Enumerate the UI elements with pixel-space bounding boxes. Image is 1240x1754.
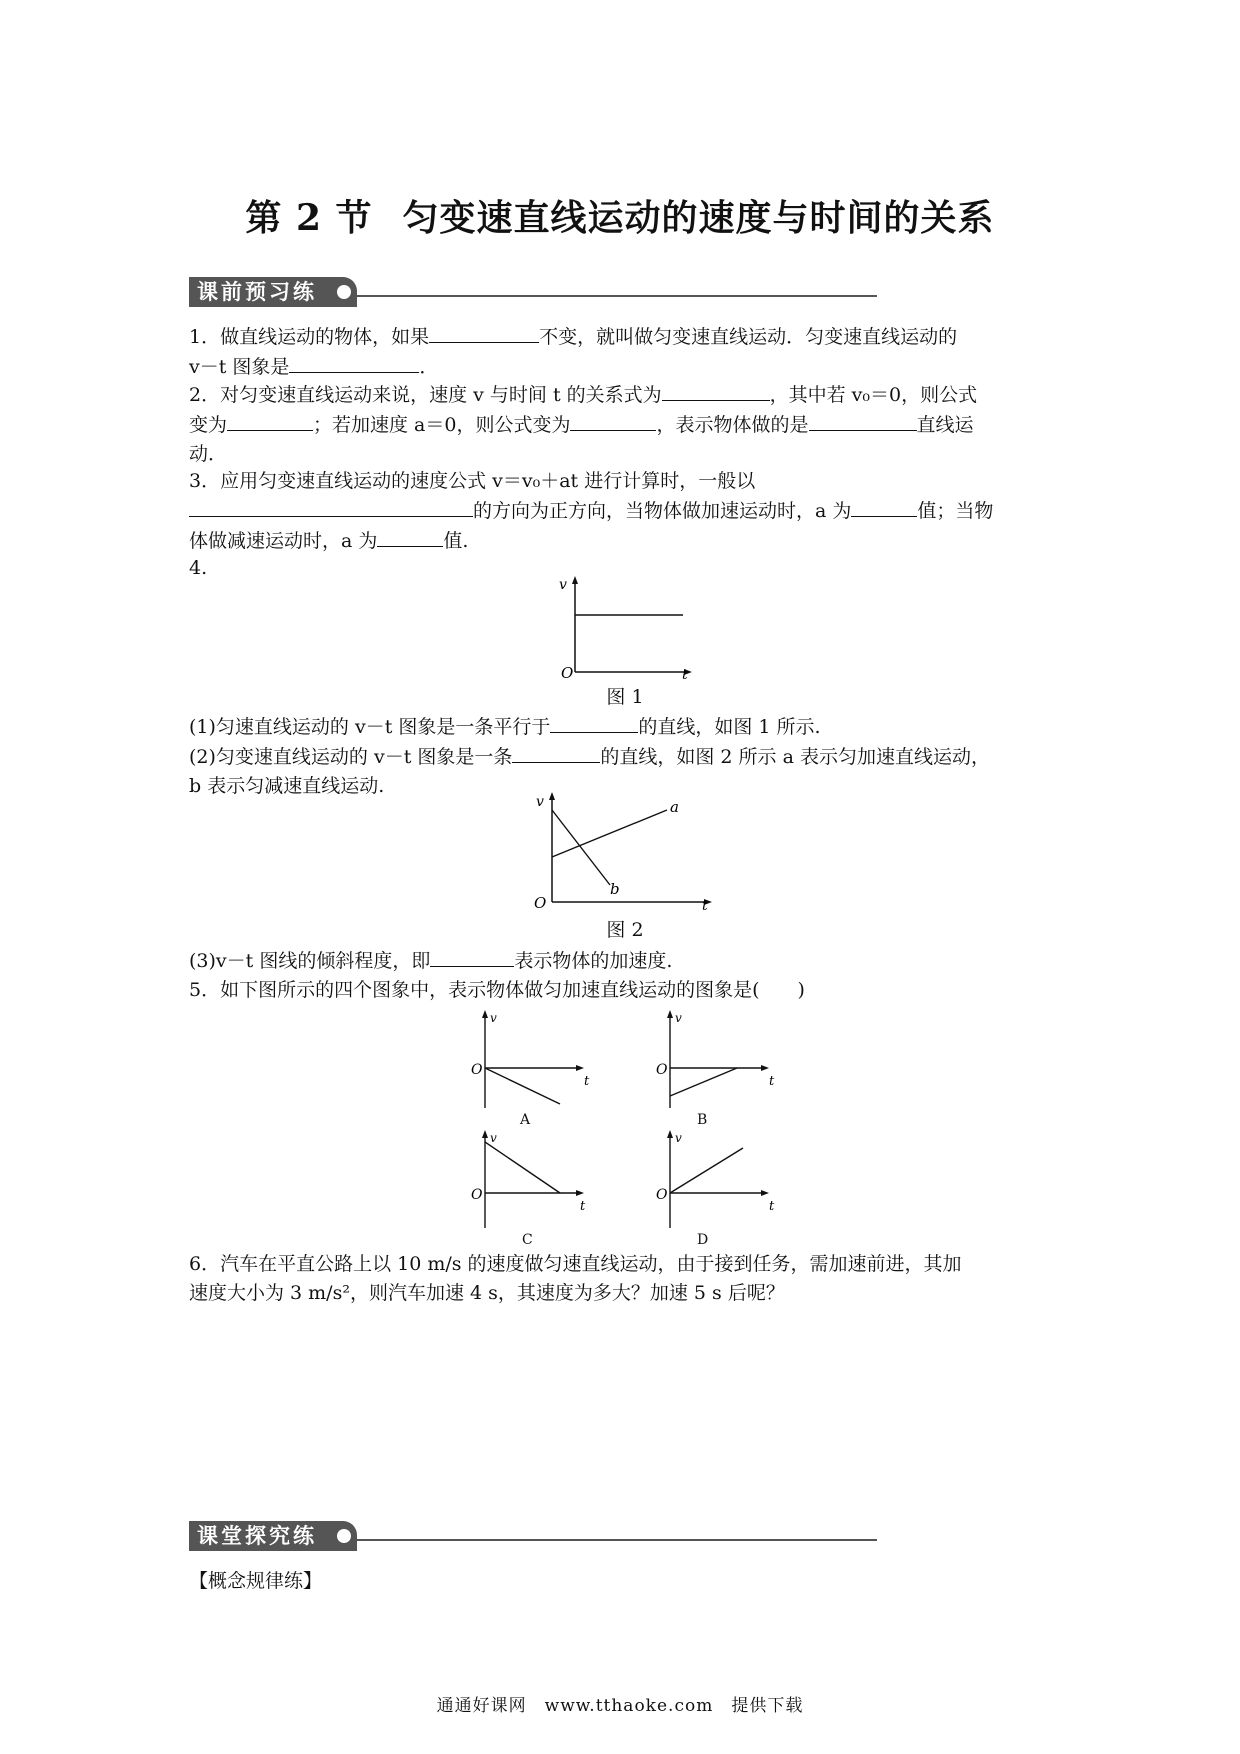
fill-blank[interactable] xyxy=(512,742,600,763)
origin-label: O xyxy=(656,1187,668,1203)
q4-p3-text-a: (3)v－t 图线的倾斜程度，即 xyxy=(189,950,431,972)
fill-blank[interactable] xyxy=(851,496,917,517)
q1-text-b: 不变，就叫做匀变速直线运动．匀变速直线运动的 xyxy=(539,326,958,348)
q1-text-c: v－t 图象是 xyxy=(189,356,290,378)
q2-text-f: 直线运 xyxy=(916,414,974,436)
t-axis-label: t xyxy=(769,1199,775,1214)
figure-2-caption: 图 2 xyxy=(606,919,644,941)
subsection-heading xyxy=(189,1567,1061,1596)
v-axis-label: v xyxy=(675,1011,682,1025)
figure-1-caption: 图 1 xyxy=(606,686,644,708)
q3-text-b: 的方向为正方向，当物体做加速运动时，a 为 xyxy=(473,500,852,522)
q3-text-c: 值；当物 xyxy=(917,500,994,522)
q2-text-a: 2．对匀变速直线运动来说，速度 v 与时间 t 的关系式为 xyxy=(189,384,662,406)
v-axis-label: v xyxy=(490,1011,497,1025)
q4-number: 4. xyxy=(189,557,208,579)
q1-text-d: ． xyxy=(419,356,439,378)
question-4-parts xyxy=(189,712,1061,801)
figure-1-vt-graph xyxy=(555,575,695,679)
option-b-label[interactable]: B xyxy=(697,1112,708,1128)
option-a-graph xyxy=(460,1008,600,1112)
option-c-graph xyxy=(460,1128,600,1232)
origin-label: O xyxy=(471,1062,483,1078)
fill-blank[interactable] xyxy=(227,410,313,431)
line-b-label: b xyxy=(610,880,620,898)
line-a-label: a xyxy=(670,798,679,816)
bullet-dot-icon xyxy=(337,285,351,299)
fill-blank[interactable] xyxy=(570,410,656,431)
section-label: 课前预习练 xyxy=(189,277,357,307)
page-title xyxy=(0,190,1240,241)
section-label: 课堂探究练 xyxy=(189,1521,357,1551)
q5-text: 5．如下图所示的四个图象中，表示物体做匀加速直线运动的图象是( ) xyxy=(189,979,805,1001)
question-2 xyxy=(189,380,1061,469)
origin-label: O xyxy=(471,1187,483,1203)
q2-text-b: ，其中若 v₀＝0，则公式 xyxy=(769,384,978,406)
q3-text-a: 3．应用匀变速直线运动的速度公式 v＝v₀＋at 进行计算时，一般以 xyxy=(189,470,756,492)
v-axis-label: v xyxy=(490,1131,497,1145)
t-axis-label: t xyxy=(584,1074,590,1089)
t-axis-label: t xyxy=(580,1199,586,1214)
q3-text-e: 值. xyxy=(443,530,469,552)
question-4-part-3-and-5 xyxy=(189,946,1061,1005)
fill-blank[interactable] xyxy=(429,322,539,343)
v-axis-label: v xyxy=(536,794,544,810)
q2-text-c: 变为 xyxy=(189,414,228,436)
v-axis-label: v xyxy=(559,577,567,593)
option-b-graph xyxy=(645,1008,785,1112)
option-d-graph xyxy=(645,1128,785,1232)
title-text: 匀变速直线运动的速度与时间的关系 xyxy=(402,197,995,239)
fill-blank[interactable] xyxy=(430,946,514,967)
divider xyxy=(357,295,877,297)
question-6 xyxy=(189,1250,1061,1308)
q4-p2-text-c: b 表示匀减速直线运动. xyxy=(189,775,385,797)
question-1 xyxy=(189,322,1061,382)
title-section-number: 第 2 节 xyxy=(245,197,373,239)
subhead-text: 【概念规律练】 xyxy=(189,1570,323,1592)
q4-p1-text-b: 的直线，如图 1 所示. xyxy=(638,716,821,738)
q4-p2-text-a: (2)匀变速直线运动的 v－t 图象是一条 xyxy=(189,746,513,768)
q4-p3-text-b: 表示物体的加速度. xyxy=(514,950,673,972)
divider xyxy=(357,1539,877,1541)
t-axis-label: t xyxy=(769,1074,775,1089)
v-axis-label: v xyxy=(675,1131,682,1145)
fill-blank[interactable] xyxy=(662,380,770,401)
q2-text-e: ，表示物体做的是 xyxy=(656,414,809,436)
option-a-label[interactable]: A xyxy=(520,1112,531,1128)
fill-blank[interactable] xyxy=(189,496,473,517)
fill-blank[interactable] xyxy=(289,352,419,373)
origin-label: O xyxy=(656,1062,668,1078)
fill-blank[interactable] xyxy=(550,712,638,733)
origin-label: O xyxy=(534,894,547,912)
q4-p1-text-a: (1)匀速直线运动的 v－t 图象是一条平行于 xyxy=(189,716,551,738)
q4-p2-text-b: 的直线，如图 2 所示 a 表示匀加速直线运动， xyxy=(600,746,990,768)
fill-blank[interactable] xyxy=(377,526,443,547)
figure-2-vt-graph xyxy=(530,790,720,914)
option-c-label[interactable]: C xyxy=(522,1232,533,1248)
option-d-label[interactable]: D xyxy=(697,1232,709,1248)
page-footer: 通通好课网 www.tthaoke.com 提供下载 xyxy=(436,1696,804,1716)
t-axis-label: t xyxy=(702,898,708,914)
origin-label: O xyxy=(561,664,574,679)
q6-line-2: 速度大小为 3 m/s²，则汽车加速 4 s，其速度为多大？加速 5 s 后呢？ xyxy=(189,1282,785,1304)
q1-text-a: 1．做直线运动的物体，如果 xyxy=(189,326,430,348)
t-axis-label: t xyxy=(682,667,688,679)
q3-text-d: 体做减速运动时，a 为 xyxy=(189,530,378,552)
bullet-dot-icon xyxy=(337,1529,351,1543)
q6-line-1: 6．汽车在平直公路上以 10 m/s 的速度做匀速直线运动，由于接到任务，需加速前进，其加 xyxy=(189,1253,962,1275)
q2-text-g: 动． xyxy=(189,443,228,465)
q2-text-d: ；若加速度 a＝0，则公式变为 xyxy=(313,414,571,436)
question-3 xyxy=(189,467,1061,556)
fill-blank[interactable] xyxy=(809,410,917,431)
